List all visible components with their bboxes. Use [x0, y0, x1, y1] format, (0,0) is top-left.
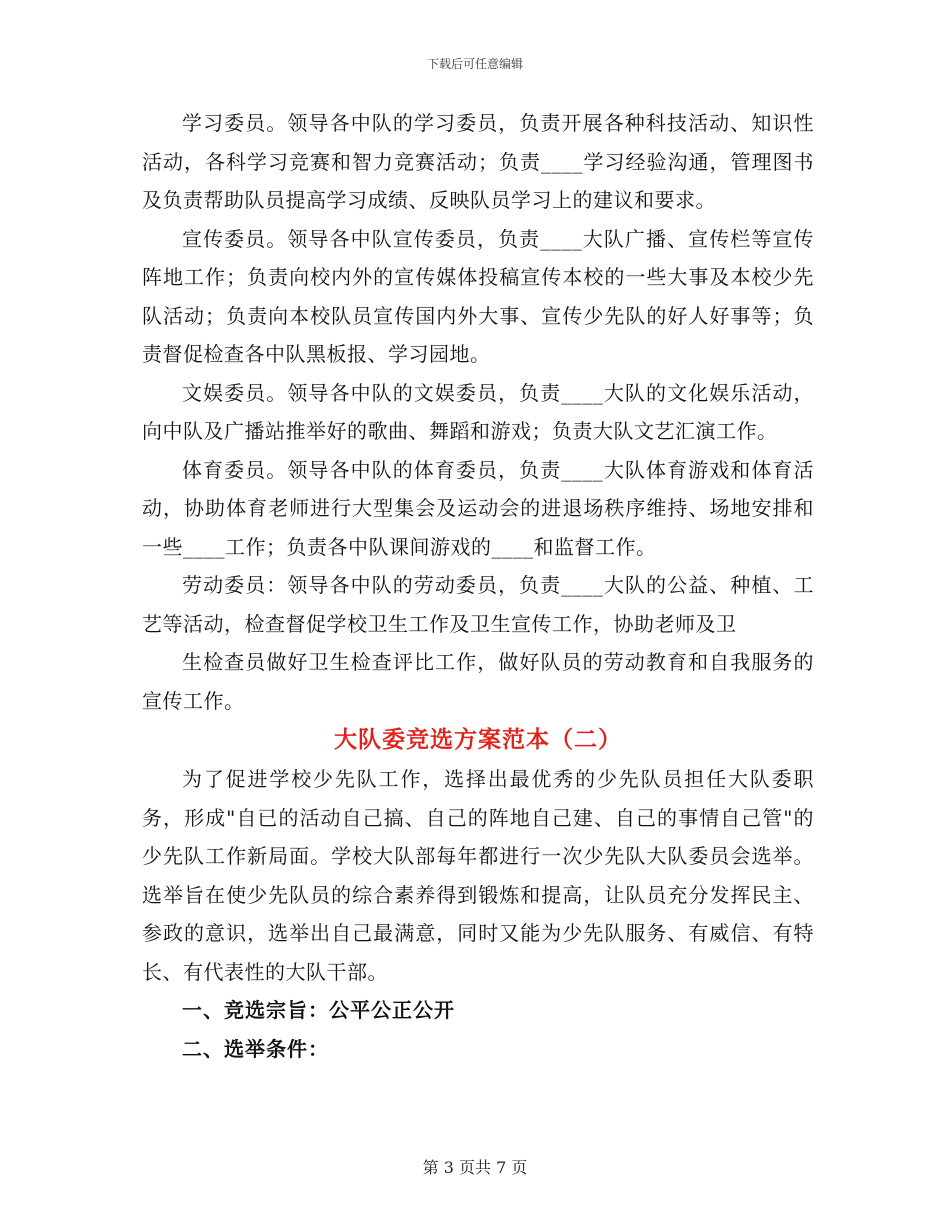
- paragraph-study-committee: 学习委员。领导各中队的学习委员，负责开展各种科技活动、知识性活动，各科学习竞赛和智力竞赛活动；负责____学习经验沟通，管理图书及负责帮助队员提高学习成绩、反映队员学习上的建议和要求。: [142, 111, 814, 212]
- paragraph-labor-committee: 劳动委员：领导各中队的劳动委员，负责____大队的公益、种植、工艺等活动，检查督促学校卫生工作及卫生宣传工作，协助老师及卫: [142, 573, 814, 636]
- heading-conditions: 二、选举条件：: [182, 1036, 329, 1061]
- paragraph-intro: 为了促进学校少先队工作，选择出最优秀的少先队员担任大队委职务，形成"自已的活动自己搞、自己的阵地自己建、自己的事情自己管"的少先队工作新局面。学校大队部每年都进行一次少先队大队委员会选举。选举旨在使少先队员的综合素养得到锻炼和提高，让队员充分发挥民主、参政的意识，选举出自己最满意，同时又能为少先队服务、有威信、有特长、有代表性的大队干部。: [142, 767, 814, 984]
- paragraph-entertainment-committee: 文娱委员。领导各中队的文娱委员，负责____大队的文化娱乐活动，向中队及广播站推举好的歌曲、舞蹈和游戏；负责大队文艺汇演工作。: [142, 380, 814, 443]
- heading-purpose: 一、竞选宗旨：公平公正公开: [182, 998, 455, 1022]
- paragraph-sports-committee: 体育委员。领导各中队的体育委员，负责____大队体育游戏和体育活动，协助体育老师进行大型集会及运动会的进退场秩序维持、场地安排和一些____工作；负责各中队课间游戏的____和监督工作。: [142, 457, 814, 559]
- page-header: 下载后可任意编辑: [426, 57, 523, 71]
- document-body: [142, 104, 814, 1068]
- page-footer: 第 3 页共 7 页: [422, 1158, 528, 1177]
- section-title: 大队委竞选方案范本（二）: [334, 726, 622, 753]
- paragraph-publicity-committee: 宣传委员。领导各中队宣传委员，负责____大队广播、宣传栏等宣传阵地工作；负责向校内外的宣传媒体投稿宣传本校的一些大事及本校少先队活动；负责向本校队员宣传国内外大事、宣传少先队的好人好事等；负责督促检查各中队黑板报、学习园地。: [142, 226, 814, 366]
- paragraph-labor-committee-continued: 生检查员做好卫生检查评比工作，做好队员的劳动教育和自我服务的宣传工作。: [142, 650, 814, 713]
